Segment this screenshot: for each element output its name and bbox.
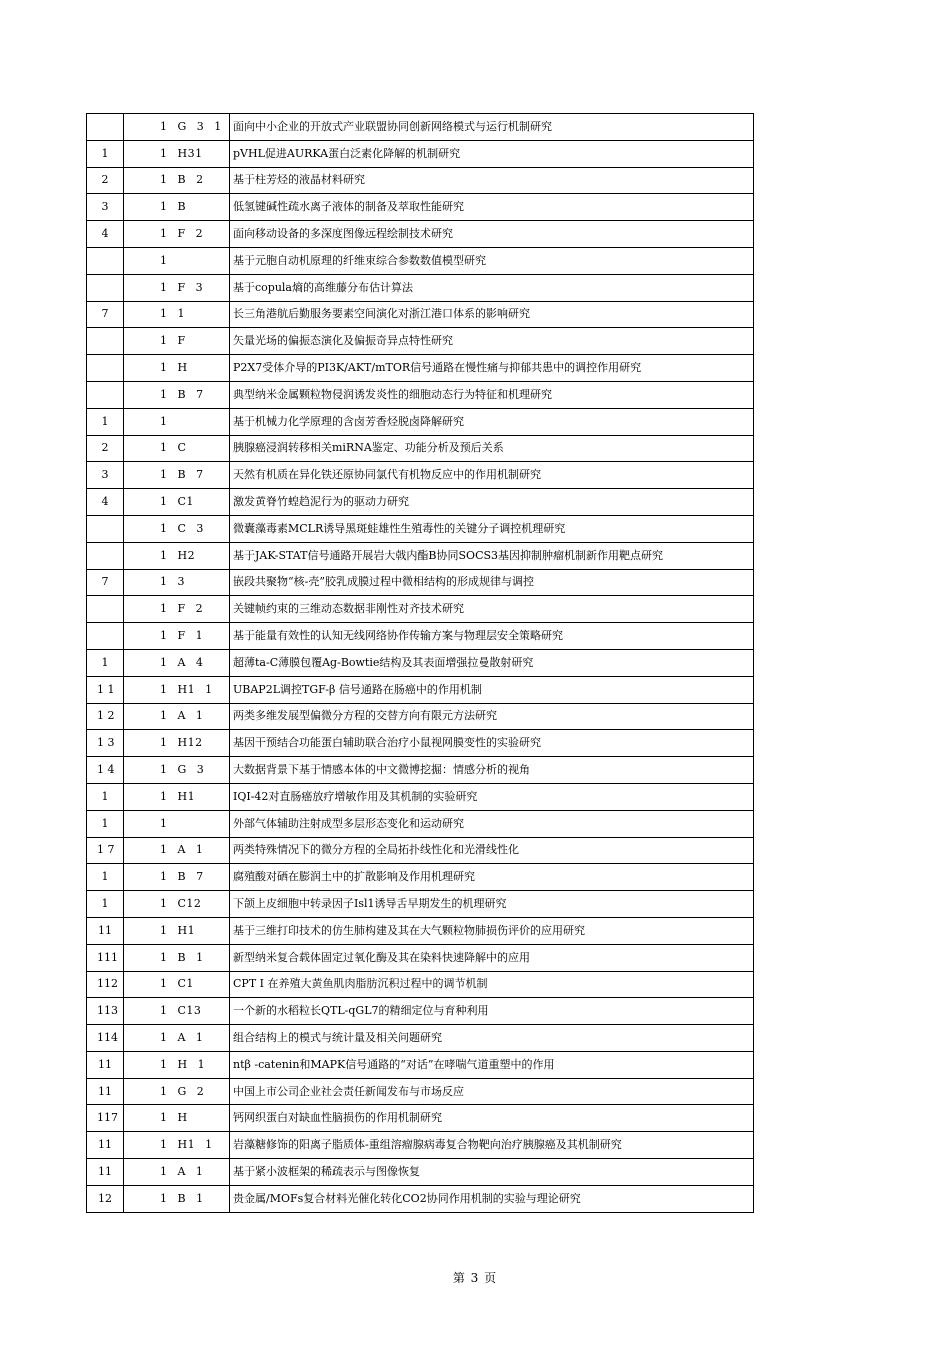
row-number-text: 2: [101, 173, 109, 187]
table-row: [87, 1051, 754, 1078]
project-code-text: 1 F 1: [160, 629, 204, 643]
table-row: [87, 917, 754, 944]
row-number-text: 4: [101, 227, 109, 241]
project-code-text: 1 A 1: [160, 843, 204, 857]
project-title-text: 嵌段共聚物“核-壳”胶乳成膜过程中微相结构的形成规律与调控: [233, 575, 534, 589]
project-code-text: 1: [160, 253, 168, 267]
row-number-text: 1 4: [97, 763, 115, 777]
project-title-text: 低氢键碱性疏水离子液体的制备及萃取性能研究: [233, 200, 464, 214]
project-code-text: 1 C 3: [160, 521, 204, 535]
project-code-cell: [124, 489, 230, 516]
project-table: [86, 113, 754, 1213]
project-title-text: 超薄ta-C薄膜包覆Ag-Bowtie结构及其表面增强拉曼散射研究: [233, 655, 534, 669]
row-number-cell: [87, 381, 124, 408]
table-row: [87, 783, 754, 810]
project-code-cell: [124, 676, 230, 703]
project-title-cell: [230, 1051, 754, 1078]
project-code-cell: [124, 730, 230, 757]
project-code-text: 1 3: [160, 575, 185, 589]
project-title-cell: [230, 435, 754, 462]
row-number-cell: [87, 891, 124, 918]
project-title-text: 组合结构上的模式与统计量及相关问题研究: [233, 1030, 442, 1044]
project-title-text: 基于元胞自动机原理的纤维束综合参数数值模型研究: [233, 253, 486, 267]
row-number-cell: [87, 1105, 124, 1132]
table-row: [87, 381, 754, 408]
row-number-cell: [87, 328, 124, 355]
project-title-text: 天然有机质在异化铁还原协同氯代有机物反应中的作用机制研究: [233, 468, 541, 482]
project-code-text: 1 B 7: [160, 468, 204, 482]
row-number-cell: [87, 623, 124, 650]
project-code-text: 1 1: [160, 307, 185, 321]
table-row: [87, 408, 754, 435]
project-code-cell: [124, 140, 230, 167]
row-number-cell: [87, 1159, 124, 1186]
project-title-cell: [230, 1185, 754, 1212]
project-title-cell: [230, 649, 754, 676]
row-number-cell: [87, 1078, 124, 1105]
project-code-text: 1 F: [160, 334, 186, 348]
project-title-text: 两类特殊情况下的微分方程的全局拓扑线性化和光滑线性化: [233, 843, 519, 857]
table-row: [87, 167, 754, 194]
project-title-cell: [230, 623, 754, 650]
project-code-cell: [124, 569, 230, 596]
project-title-cell: [230, 703, 754, 730]
project-title-text: UBAP2L调控TGF-β 信号通路在肠癌中的作用机制: [233, 682, 482, 696]
project-code-text: 1 F 2: [160, 602, 204, 616]
row-number-text: 11: [98, 1057, 112, 1071]
project-code-text: 1 H12: [160, 736, 203, 750]
project-title-cell: [230, 515, 754, 542]
table-row: [87, 596, 754, 623]
table-row: [87, 730, 754, 757]
project-code-cell: [124, 274, 230, 301]
project-title-cell: [230, 1105, 754, 1132]
row-number-cell: [87, 757, 124, 784]
project-title-text: pVHL促进AURKA蛋白泛素化降解的机制研究: [233, 146, 461, 160]
row-number-cell: [87, 596, 124, 623]
project-code-text: 1: [160, 414, 168, 428]
project-title-cell: [230, 194, 754, 221]
project-code-text: 1 H2: [160, 548, 196, 562]
row-number-cell: [87, 703, 124, 730]
project-title-text: CPT I 在养殖大黄鱼肌肉脂肪沉积过程中的调节机制: [233, 977, 488, 991]
project-title-cell: [230, 221, 754, 248]
table-row: [87, 328, 754, 355]
project-title-cell: [230, 596, 754, 623]
project-code-cell: [124, 837, 230, 864]
project-code-cell: [124, 328, 230, 355]
table-row: [87, 462, 754, 489]
project-title-text: 基于copula熵的高维藤分布估计算法: [233, 280, 413, 294]
row-number-text: 1: [101, 414, 109, 428]
table-row: [87, 221, 754, 248]
row-number-text: 11: [98, 1138, 112, 1152]
row-number-cell: [87, 274, 124, 301]
project-code-cell: [124, 971, 230, 998]
table-row: [87, 435, 754, 462]
row-number-text: 1: [101, 655, 109, 669]
project-title-text: 基于机械力化学原理的含卤芳香烃脱卤降解研究: [233, 414, 464, 428]
project-code-cell: [124, 167, 230, 194]
project-table-body: [87, 114, 754, 1213]
project-code-cell: [124, 1105, 230, 1132]
project-code-text: 1 H: [160, 361, 188, 375]
project-title-cell: [230, 167, 754, 194]
project-code-text: 1 B 7: [160, 870, 204, 884]
row-number-text: 3: [101, 468, 109, 482]
row-number-text: 3: [101, 200, 109, 214]
table-row: [87, 864, 754, 891]
table-row: [87, 114, 754, 141]
row-number-cell: [87, 515, 124, 542]
project-title-text: 典型纳米金属颗粒物侵润诱发炎性的细胞动态行为特征和机理研究: [233, 387, 552, 401]
project-code-text: 1 H: [160, 1111, 188, 1125]
project-title-cell: [230, 917, 754, 944]
project-title-text: 中国上市公司企业社会责任新闻发布与市场反应: [233, 1084, 464, 1098]
table-row: [87, 301, 754, 328]
project-title-cell: [230, 569, 754, 596]
project-title-text: ntβ -catenin和MAPK信号通路的“对话”在哮喘气道重塑中的作用: [233, 1057, 555, 1071]
row-number-cell: [87, 971, 124, 998]
project-title-cell: [230, 1025, 754, 1052]
row-number-cell: [87, 944, 124, 971]
project-code-text: 1 A 1: [160, 1164, 204, 1178]
project-code-cell: [124, 194, 230, 221]
project-code-text: 1 H1 1: [160, 682, 213, 696]
table-row: [87, 1078, 754, 1105]
project-code-text: 1 C: [160, 441, 187, 455]
row-number-text: 1: [101, 897, 109, 910]
project-title-cell: [230, 489, 754, 516]
project-code-cell: [124, 1051, 230, 1078]
project-code-text: 1 H1 1: [160, 1138, 213, 1152]
row-number-text: 1 7: [97, 843, 115, 857]
project-code-cell: [124, 542, 230, 569]
project-code-text: 1 F 2: [160, 227, 204, 241]
row-number-text: 1: [101, 146, 109, 160]
project-code-text: 1 H 1: [160, 1057, 206, 1071]
project-code-cell: [124, 435, 230, 462]
project-title-cell: [230, 542, 754, 569]
project-code-cell: [124, 596, 230, 623]
project-code-cell: [124, 408, 230, 435]
row-number-cell: [87, 1051, 124, 1078]
project-code-cell: [124, 757, 230, 784]
project-title-text: 岩藻糖修饰的阳离子脂质体-重组溶瘤腺病毒复合物靶向治疗胰腺癌及其机制研究: [233, 1138, 622, 1152]
table-row: [87, 515, 754, 542]
row-number-cell: [87, 1185, 124, 1212]
project-title-text: 基于三维打印技术的仿生肺构建及其在大气颗粒物肺损伤评价的应用研究: [233, 923, 585, 937]
table-row: [87, 649, 754, 676]
project-code-cell: [124, 623, 230, 650]
row-number-cell: [87, 301, 124, 328]
project-title-cell: [230, 757, 754, 784]
table-row: [87, 489, 754, 516]
row-number-text: 11: [98, 1164, 112, 1178]
project-code-cell: [124, 515, 230, 542]
row-number-text: 114: [97, 1030, 118, 1044]
row-number-cell: [87, 542, 124, 569]
project-code-text: 1 B 2: [160, 173, 204, 187]
project-code-cell: [124, 864, 230, 891]
row-number-text: 7: [101, 575, 109, 589]
row-number-cell: [87, 489, 124, 516]
project-code-text: 1 C13: [160, 1004, 202, 1018]
row-number-text: 11: [98, 923, 112, 937]
project-title-cell: [230, 998, 754, 1025]
project-title-text: 微囊藻毒素MCLR诱导黑斑蛙雄性生殖毒性的关键分子调控机理研究: [233, 521, 566, 535]
table-row: [87, 140, 754, 167]
project-title-text: 新型纳米复合载体固定过氧化酶及其在染料快速降解中的应用: [233, 950, 530, 964]
row-number-text: 111: [97, 950, 118, 964]
table-row: [87, 998, 754, 1025]
row-number-cell: [87, 114, 124, 141]
project-title-cell: [230, 971, 754, 998]
project-code-text: 1 A 1: [160, 709, 204, 723]
project-code-cell: [124, 381, 230, 408]
project-code-cell: [124, 1185, 230, 1212]
project-code-text: 1 G 3 1: [160, 119, 222, 133]
table-row: [87, 971, 754, 998]
table-row: [87, 274, 754, 301]
page-number: 第 3 页: [452, 1271, 498, 1285]
project-title-cell: [230, 730, 754, 757]
project-title-text: 胰腺癌浸润转移相关miRNA鉴定、功能分析及预后关系: [233, 441, 504, 455]
project-code-text: 1 B 1: [160, 950, 204, 964]
project-title-text: 两类多维发展型偏微分方程的交替方向有限元方法研究: [233, 709, 497, 723]
project-code-text: 1 H1: [160, 789, 196, 803]
project-title-text: 基因干预结合功能蛋白辅助联合治疗小鼠视网膜变性的实验研究: [233, 736, 541, 750]
project-title-text: 一个新的水稻粒长QTL-qGL7的精细定位与育种利用: [233, 1004, 489, 1018]
row-number-cell: [87, 167, 124, 194]
project-code-text: 1 B 1: [160, 1191, 204, 1205]
table-row: [87, 757, 754, 784]
table-row: [87, 247, 754, 274]
project-code-text: 1: [160, 816, 168, 830]
project-code-cell: [124, 703, 230, 730]
row-number-cell: [87, 462, 124, 489]
row-number-text: 7: [101, 307, 109, 321]
row-number-cell: [87, 435, 124, 462]
row-number-text: 1 1: [97, 682, 115, 696]
project-code-cell: [124, 221, 230, 248]
table-row: [87, 1159, 754, 1186]
table-row: [87, 891, 754, 918]
project-code-cell: [124, 1132, 230, 1159]
row-number-cell: [87, 140, 124, 167]
project-title-cell: [230, 274, 754, 301]
row-number-cell: [87, 247, 124, 274]
project-title-cell: [230, 1159, 754, 1186]
row-number-cell: [87, 408, 124, 435]
table-row: [87, 569, 754, 596]
project-title-text: 矢量光场的偏振态演化及偏振奇异点特性研究: [233, 334, 453, 348]
project-title-text: 基于能量有效性的认知无线网络协作传输方案与物理层安全策略研究: [233, 629, 563, 643]
project-title-cell: [230, 944, 754, 971]
row-number-cell: [87, 837, 124, 864]
project-code-cell: [124, 917, 230, 944]
table-row: [87, 542, 754, 569]
project-code-cell: [124, 891, 230, 918]
table-row: [87, 703, 754, 730]
table-row: [87, 944, 754, 971]
project-title-text: IQI-42对直肠癌放疗增敏作用及其机制的实验研究: [233, 789, 478, 803]
project-title-text: 大数据背景下基于情感本体的中文微博挖掘：情感分析的视角: [233, 763, 530, 777]
table-row: [87, 355, 754, 382]
project-code-text: 1 H1: [160, 923, 196, 937]
project-title-text: 钙网织蛋白对缺血性脑损伤的作用机制研究: [233, 1111, 442, 1125]
project-title-cell: [230, 114, 754, 141]
row-number-text: 112: [97, 977, 118, 991]
project-code-cell: [124, 301, 230, 328]
project-code-cell: [124, 355, 230, 382]
row-number-text: 4: [101, 495, 109, 509]
project-title-cell: [230, 381, 754, 408]
project-title-cell: [230, 1132, 754, 1159]
row-number-cell: [87, 194, 124, 221]
project-code-cell: [124, 944, 230, 971]
project-title-text: 面向中小企业的开放式产业联盟协同创新网络模式与运行机制研究: [233, 119, 552, 133]
project-code-cell: [124, 998, 230, 1025]
row-number-cell: [87, 221, 124, 248]
row-number-text: 11: [98, 1084, 112, 1098]
row-number-text: 2: [101, 441, 109, 455]
project-title-text: 外部气体辅助注射成型多层形态变化和运动研究: [233, 816, 464, 830]
table-row: [87, 1185, 754, 1212]
project-title-cell: [230, 355, 754, 382]
project-code-cell: [124, 462, 230, 489]
project-title-text: 腐殖酸对硒在膨润土中的扩散影响及作用机理研究: [233, 870, 475, 884]
table-row: [87, 810, 754, 837]
project-code-text: 1 B: [160, 200, 187, 214]
project-title-cell: [230, 864, 754, 891]
project-code-cell: [124, 1159, 230, 1186]
table-row: [87, 837, 754, 864]
project-title-cell: [230, 328, 754, 355]
project-code-text: 1 C1: [160, 495, 194, 509]
project-code-text: 1 G 2: [160, 1084, 205, 1098]
project-title-text: 关键帧约束的三维动态数据非刚性对齐技术研究: [233, 602, 464, 616]
row-number-text: 113: [97, 1004, 118, 1018]
project-title-cell: [230, 140, 754, 167]
row-number-cell: [87, 1132, 124, 1159]
project-code-text: 1 A 1: [160, 1030, 204, 1044]
table-row: [87, 1132, 754, 1159]
project-code-text: 1 H31: [160, 146, 203, 160]
table-row: [87, 1025, 754, 1052]
project-code-cell: [124, 1025, 230, 1052]
project-title-text: 基于JAK-STAT信号通路开展岩大戟内酯B协同SOCS3基因抑制肿瘤机制新作用靶点研究: [233, 548, 664, 562]
row-number-cell: [87, 998, 124, 1025]
row-number-text: 1 2: [97, 709, 115, 723]
project-title-text: 长三角港航后勤服务要素空间演化对浙江港口体系的影响研究: [233, 307, 530, 321]
row-number-cell: [87, 355, 124, 382]
table-row: [87, 623, 754, 650]
row-number-text: 117: [97, 1111, 118, 1125]
table-row: [87, 1105, 754, 1132]
project-code-text: 1 G 3: [160, 763, 205, 777]
project-title-text: P2X7受体介导的PI3K/AKT/mTOR信号通路在慢性痛与抑郁共患中的调控作用研究: [233, 361, 642, 375]
row-number-cell: [87, 730, 124, 757]
project-title-text: 基于柱芳烃的液晶材料研究: [233, 173, 365, 187]
table-row: [87, 194, 754, 221]
row-number-text: 1: [101, 789, 109, 803]
project-code-cell: [124, 1078, 230, 1105]
project-code-text: 1 A 4: [160, 655, 204, 669]
row-number-text: 1: [101, 870, 109, 884]
project-code-cell: [124, 114, 230, 141]
project-title-cell: [230, 891, 754, 918]
project-code-text: 1 F 3: [160, 280, 204, 294]
project-code-cell: [124, 810, 230, 837]
row-number-cell: [87, 649, 124, 676]
project-code-text: 1 B 7: [160, 387, 204, 401]
project-title-cell: [230, 676, 754, 703]
project-title-cell: [230, 1078, 754, 1105]
row-number-text: 1 3: [97, 736, 115, 750]
row-number-cell: [87, 810, 124, 837]
project-code-cell: [124, 649, 230, 676]
project-title-text: 基于紧小波框架的稀疏表示与图像恢复: [233, 1164, 420, 1178]
table-row: [87, 676, 754, 703]
project-title-cell: [230, 408, 754, 435]
row-number-cell: [87, 917, 124, 944]
row-number-text: 12: [98, 1191, 112, 1205]
project-code-text: 1 C1: [160, 977, 194, 991]
row-number-text: 1: [101, 816, 109, 830]
project-title-cell: [230, 301, 754, 328]
project-title-cell: [230, 837, 754, 864]
project-title-cell: [230, 247, 754, 274]
project-title-cell: [230, 810, 754, 837]
project-title-text: 激发黄脊竹蝗趋泥行为的驱动力研究: [233, 495, 409, 509]
row-number-cell: [87, 569, 124, 596]
project-code-text: 1 C12: [160, 897, 202, 910]
project-title-text: 贵金属/MOFs复合材料光催化转化CO2协同作用机制的实验与理论研究: [233, 1191, 581, 1205]
row-number-cell: [87, 676, 124, 703]
project-title-text: 下颌上皮细胞中转录因子Isl1诱导舌早期发生的机理研究: [233, 897, 507, 910]
project-title-cell: [230, 783, 754, 810]
project-title-cell: [230, 462, 754, 489]
project-code-cell: [124, 783, 230, 810]
row-number-cell: [87, 864, 124, 891]
row-number-cell: [87, 1025, 124, 1052]
project-code-cell: [124, 247, 230, 274]
row-number-cell: [87, 783, 124, 810]
project-title-text: 面向移动设备的多深度图像远程绘制技术研究: [233, 227, 453, 241]
